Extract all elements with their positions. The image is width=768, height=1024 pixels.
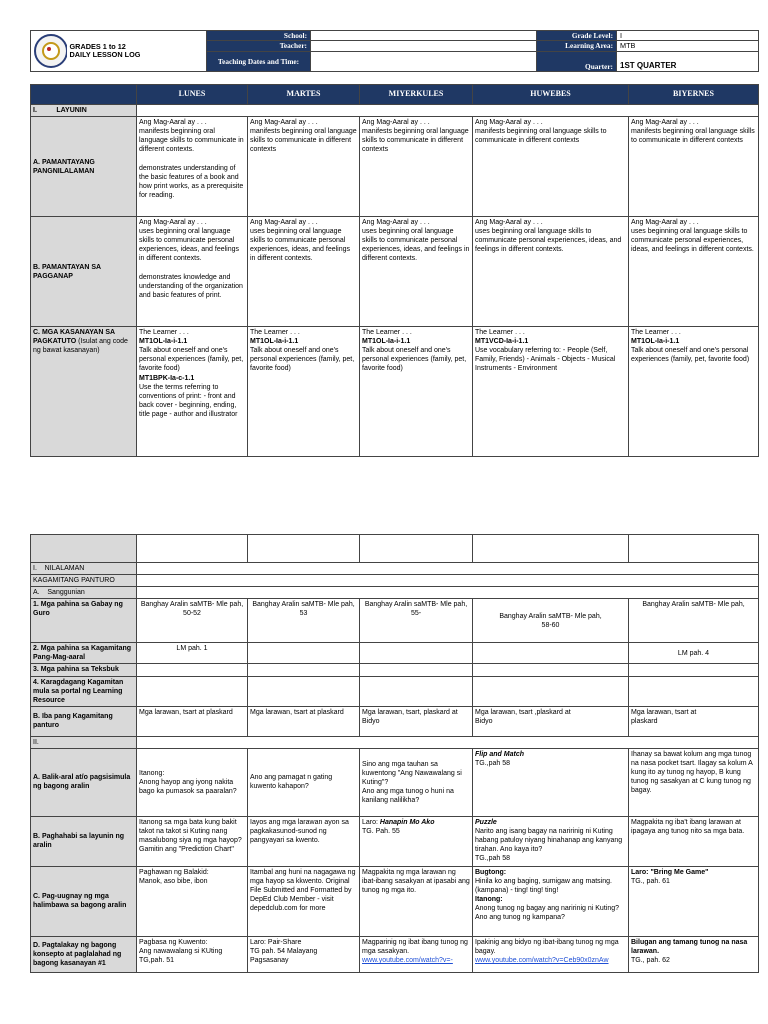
balik-aral-label: A. Balik-aral at/o pagsisimula ng bagong aralin	[31, 748, 137, 816]
table-cell	[248, 327, 360, 457]
table-cell: Ang Mag-Aaral ay . . . uses beginning oral language skills to communicate personal experiences, ideas, and feelings in different contexts.	[248, 217, 360, 327]
table-cell	[473, 643, 629, 664]
game-title: Hanapin Mo Ako	[379, 818, 435, 826]
quarter-field[interactable]: 1ST QUARTER	[617, 51, 759, 71]
table-cell: Ang Mag-Aaral ay . . . manifests beginning oral language skills to communicate in different contexts	[473, 117, 629, 217]
header-table	[30, 30, 759, 72]
ii-label: II.	[31, 736, 137, 748]
youtube-link[interactable]: www.youtube.com/watch?v=-	[362, 957, 453, 965]
cell-lead: The Learner . . .	[631, 329, 681, 337]
bring-me-game-title: Laro: "Bring Me Game"	[631, 868, 709, 876]
learning-resource-label: 4. Karagdagang Kagamitan mula sa portal ng Learning Resource	[31, 676, 137, 706]
table-cell: Mga larawan, tsart at plaskard	[629, 706, 759, 736]
table-cell	[137, 587, 759, 599]
teacher-field[interactable]	[311, 41, 537, 51]
table-cell	[137, 563, 759, 575]
cell-text: TG.,pah 58	[475, 760, 511, 768]
learning-area-field[interactable]: MTB	[617, 41, 759, 51]
table-cell: Banghay Aralin saMTB- Mle pah, 53	[248, 599, 360, 643]
table-cell: Ang Mag-Aaral ay . . . uses beginning oral language skills to communicate personal experiences, ideas, and feelings in different contexts.	[473, 217, 629, 327]
table-cell: Banghay Aralin saMTB- Mle pah, 55-	[360, 599, 473, 643]
cell-text: TG., pah. 61	[631, 878, 670, 886]
cell-lead: The Learner . . .	[139, 329, 189, 337]
learning-area-label: Learning Area:	[537, 41, 617, 51]
cell-text: Anong tunog ng bagay ang naririnig ni Kuting? Ano ang tunog ng kampana?	[475, 905, 619, 922]
pag-uugnay-label: C. Pag-uugnay ng mga halimbawa sa bagong aralin	[31, 866, 137, 936]
table-cell: Sino ang mga tauhan sa kuwentong "Ang Nawawalang si Kuting"? Ano ang mga tunog o huni na kanilang nalilikha?	[360, 748, 473, 816]
sanggunian-label: A. Sanggunian	[31, 587, 137, 599]
competency-code: MT1OL-Ia-i-1.1	[631, 338, 680, 346]
cell-lead: The Learner . . .	[250, 329, 300, 337]
layunin-cell	[137, 105, 759, 117]
competency-text: Talk about oneself and one's personal experiences (family, pet, favorite food)	[250, 347, 355, 373]
table-cell	[137, 575, 759, 587]
table-cell	[473, 664, 629, 676]
day-header-martes: MARTES	[248, 85, 360, 105]
table-cell	[137, 535, 248, 563]
school-field[interactable]	[311, 31, 537, 41]
cell-text: Magparinig ng ibat ibang tunog ng mga sasakyan.	[362, 938, 468, 956]
iba-pang-kagamitan-label: B. Iba pang Kagamitang panturo	[31, 706, 137, 736]
table-cell	[473, 535, 629, 563]
table-cell	[473, 748, 629, 816]
nilalaman-label: I. NILALAMAN	[31, 563, 137, 575]
gabay-ng-guro-label: 1. Mga pahina sa Gabay ng Guro	[31, 599, 137, 643]
table-cell: Ang Mag-Aaral ay . . . manifests beginning oral language skills to communicate in different contexts	[248, 117, 360, 217]
table-cell	[248, 664, 360, 676]
logo-cell	[31, 31, 67, 72]
kasanayan-label	[31, 327, 137, 457]
game-label: Laro:	[362, 818, 380, 826]
cell-text: Narito ang isang bagay na naririnig ni Kuting habang patuloy niyang hinahanap ang kanyang tirahan. Ano kaya ito? TG.,pah 58	[475, 828, 623, 863]
table-cell	[360, 676, 473, 706]
competency-text: Use the terms referring to conventions of print: - front and back cover - beginning, ending, title page - author and illustrator	[139, 383, 238, 418]
table-cell: Ang Mag-Aaral ay . . . uses beginning oral language skills to communicate personal experiences, ideas, and feelings in different contexts.	[629, 217, 759, 327]
day-header-huwebes: HUWEBES	[473, 85, 629, 105]
competency-text: Talk about oneself and one's personal experiences (family, pet, favorite food)	[362, 347, 467, 373]
table-cell	[360, 327, 473, 457]
cell-text: Hinila ko ang baging, sumigaw ang matsing. (kampana) - ting! ting! ting!	[475, 878, 612, 895]
grade-level-label: Grade Level:	[537, 31, 617, 41]
day-header-lunes: LUNES	[137, 85, 248, 105]
competency-code: MT1OL-Ia-i-1.1	[362, 338, 411, 346]
table-cell	[137, 327, 248, 457]
table-cell	[137, 676, 248, 706]
competency-code: MT1BPK-Ia-c-1.1	[139, 374, 195, 382]
paghahabi-label: B. Paghahabi sa layunin ng aralin	[31, 816, 137, 866]
pamantayan-sa-pagganap-label: B. PAMANTAYAN SA PAGGANAP	[31, 217, 137, 327]
table-cell	[360, 936, 473, 972]
table-cell: Mga larawan, tsart at plaskard	[248, 706, 360, 736]
table-cell: Itanong sa mga bata kung bakit takot na takot si Kuting nang masalubong siya ng mga hayop? Gamitin ang "Prediction Chart"	[137, 816, 248, 866]
objectives-table	[30, 84, 759, 457]
table-cell: Mga larawan, tsart at plaskard	[137, 706, 248, 736]
table-cell	[360, 664, 473, 676]
table-cell	[629, 535, 759, 563]
teacher-label: Teacher:	[207, 41, 311, 51]
table-cell: Magpakita ng mga larawan ng ibat-ibang sasakyan at ipasabi ang tunog ng mga ito.	[360, 866, 473, 936]
table-cell	[473, 327, 629, 457]
kagamitang-panturo-label: KAGAMITANG PANTURO	[31, 575, 137, 587]
bugtong-label: Bugtong:	[475, 868, 507, 876]
quarter-label: Quarter:	[537, 51, 617, 71]
competency-code: MT1OL-Ia-i-1.1	[139, 338, 188, 346]
school-label: School:	[207, 31, 311, 41]
deped-seal-icon	[34, 34, 67, 68]
cell-text: Ipakinig ang bidyo ng ibat-ibang tunog ng mga bagay.	[475, 938, 619, 956]
table-cell	[360, 643, 473, 664]
table-cell: Itanong: Anong hayop ang iyong nakita bago ka pumasok sa paaralan?	[137, 748, 248, 816]
kasanayan-label-bold: C. MGA KASANAYAN SA PAGKATUTO	[33, 329, 115, 346]
puzzle-title: Puzzle	[475, 818, 497, 826]
table-cell: Laro: Pair-Share TG pah. 54 Malayang Pagsasanay	[248, 936, 360, 972]
layunin-label: I. LAYUNIN	[31, 105, 137, 117]
bilugan-title: Bilugan ang tamang tunog na nasa larawan.	[631, 938, 748, 956]
competency-text: Use vocabulary referring to: - People (Self, Family, Friends) - Animals - Objects - Musical Instruments - Environment	[475, 347, 616, 373]
log-title	[67, 31, 207, 72]
table-cell	[360, 816, 473, 866]
blank-label	[31, 535, 137, 563]
competency-code: MT1OL-Ia-i-1.1	[250, 338, 299, 346]
corner-cell	[31, 85, 137, 105]
table-cell	[629, 327, 759, 457]
table-cell: Paghawan ng Balakid: Manok, aso bibe, ibon	[137, 866, 248, 936]
table-cell: Ang Mag-Aaral ay . . . manifests beginning oral language skills to communicate in different contexts	[360, 117, 473, 217]
table-cell: Ihanay sa bawat kolum ang mga tunog na nasa pocket tsart. Ilagay sa kolum A kung ito ay tunog ng hayop, B kung tunog ng sasakyan at C kung tunog ng bagay.	[629, 748, 759, 816]
table-cell	[629, 866, 759, 936]
teaching-dates-label: Teaching Dates and Time:	[207, 51, 311, 71]
table-cell: Magpakita ng iba't ibang larawan at ipagaya ang tunog nito sa mga bata.	[629, 816, 759, 866]
competency-text: Talk about oneself and one's personal experiences (family, pet, favorite food)	[139, 347, 244, 373]
table-cell: LM pah. 1	[137, 643, 248, 664]
itanong-label: Itanong:	[475, 896, 503, 904]
content-procedures-table	[30, 534, 759, 973]
cell-text	[362, 818, 470, 827]
table-cell: LM pah. 4	[629, 643, 759, 664]
competency-code: MT1VCD-Ia-i-1.1	[475, 338, 529, 346]
table-cell	[629, 664, 759, 676]
table-cell: Banghay Aralin saMTB- Mle pah, 50-52	[137, 599, 248, 643]
table-cell	[137, 736, 759, 748]
competency-text: Talk about oneself and one's personal experiences (family, pet, favorite food)	[631, 347, 750, 364]
table-cell: Banghay Aralin saMTB- Mle pah, 58-60	[473, 599, 629, 643]
table-cell	[473, 866, 629, 936]
table-cell: Banghay Aralin saMTB- Mle pah,	[629, 599, 759, 643]
table-cell: Mga larawan, tsart, plaskard at Bidyo	[360, 706, 473, 736]
table-cell	[248, 643, 360, 664]
table-cell	[360, 535, 473, 563]
table-cell	[248, 535, 360, 563]
table-cell	[473, 936, 629, 972]
table-cell: Mga larawan, tsart ,plaskard at Bidyo	[473, 706, 629, 736]
cell-text: TG. Pah. 55	[362, 828, 400, 836]
table-cell: Itambal ang huni na nagagawa ng mga hayop sa kkwento. Original File Submitted and Formatted by DepEd Club Member - visit depedclub.com for more	[248, 866, 360, 936]
flip-and-match-title: Flip and Match	[475, 750, 524, 758]
cell-lead: The Learner . . .	[475, 329, 525, 337]
table-cell: Ang Mag-Aaral ay . . . manifests beginning oral language skills to communicate in different contexts. demonstrates understanding of the basic features of a book and how print works, as a prerequisite for reading.	[137, 117, 248, 217]
cell-lead: The Learner . . .	[362, 329, 412, 337]
title-line-1: GRADES 1 to 12	[69, 41, 126, 51]
table-cell	[629, 676, 759, 706]
teksbuk-label: 3. Mga pahina sa Teksbuk	[31, 664, 137, 676]
teaching-dates-field[interactable]	[311, 51, 537, 71]
grade-level-field[interactable]: I	[617, 31, 759, 41]
table-cell	[473, 816, 629, 866]
table-cell: Ano ang pamagat n gating kuwento kahapon?	[248, 748, 360, 816]
cell-text: TG., pah. 62	[631, 957, 670, 965]
table-cell	[629, 936, 759, 972]
day-header-miyerkules: MIYERKULES	[360, 85, 473, 105]
kagamitang-pang-mag-aaral-label: 2. Mga pahina sa Kagamitang Pang-Mag-aaral	[31, 643, 137, 664]
title-line-2: DAILY LESSON LOG	[69, 50, 141, 59]
pamantayang-pangnilalaman-label: A. PAMANTAYANG PANGNILALAMAN	[31, 117, 137, 217]
table-cell	[137, 664, 248, 676]
youtube-link[interactable]: www.youtube.com/watch?v=Ceb90x0znAw	[475, 957, 609, 965]
pagtalakay-label: D. Pagtalakay ng bagong konsepto at paglalahad ng bagong kasanayan #1	[31, 936, 137, 972]
table-cell	[473, 676, 629, 706]
table-cell: Pagbasa ng Kuwento: Ang nawawalang si KUting TG,pah. 51	[137, 936, 248, 972]
table-cell: Ang Mag-Aaral ay . . . uses beginning oral language skills to communicate personal experiences, ideas, and feelings in different contexts. demonstrates knowledge and understanding of the organization and basic features of print.	[137, 217, 248, 327]
table-cell: Ang Mag-Aaral ay . . . uses beginning oral language skills to communicate personal experiences, ideas, and feelings in different contexts.	[360, 217, 473, 327]
table-cell: Iayos ang mga larawan ayon sa pagkakasunod-sunod ng pangyayari sa kwento.	[248, 816, 360, 866]
day-header-biyernes: BIYERNES	[629, 85, 759, 105]
table-cell	[248, 676, 360, 706]
table-cell: Ang Mag-Aaral ay . . . manifests beginning oral language skills to communicate in different contexts	[629, 117, 759, 217]
kasanayan-label-rest: (Isulat ang code ng bawat kasanayan)	[33, 338, 128, 355]
